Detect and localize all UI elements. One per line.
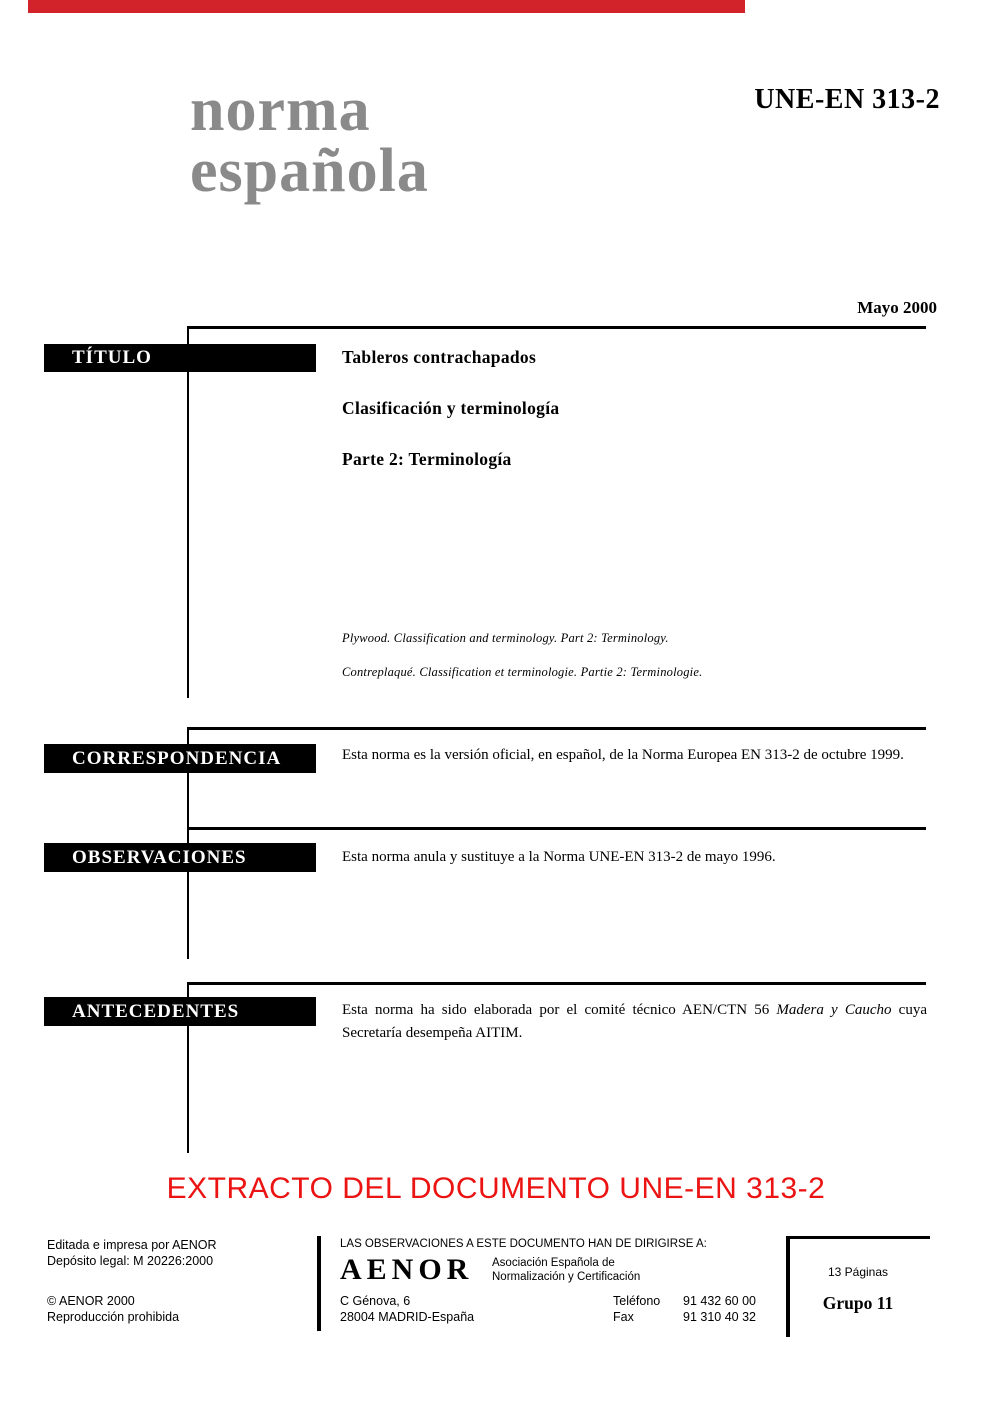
footer-edited-line2: Depósito legal: M 20226:2000 [47,1254,214,1268]
footer-copyright-line1: © AENOR 2000 [47,1294,135,1308]
footer-divider-bar [317,1236,321,1331]
group-box-left-border [786,1236,790,1337]
observaciones-top-rule [187,827,926,830]
footer-org-line1: Asociación Española de [492,1257,615,1269]
document-date: Mayo 2000 [857,298,937,317]
antecedentes-text-before: Esta norma ha sido elaborada por el comité técnico AEN/CTN 56 [342,1002,777,1018]
footer-copyright-line2: Reproducción prohibida [47,1310,180,1324]
title-line-1: Tableros contrachapados [342,347,537,367]
antecedentes-top-rule [187,982,926,985]
brand-norma-espanola [190,76,429,205]
aenor-logo: AENOR [340,1253,474,1286]
group-number: Grupo 11 [822,1293,894,1313]
observaciones-text: Esta norma anula y sustituye a la Norma UNE-EN 313-2 de mayo 1996. [342,849,776,865]
antecedentes-text [342,999,927,1045]
page-count: 13 Páginas [827,1265,889,1279]
footer-phone-label: Teléfono [613,1294,661,1308]
antecedentes-label-bar: ANTECEDENTES [44,997,316,1026]
brand-line-espanola: española [190,137,429,205]
antecedentes-text-italic: Madera y Caucho [776,1002,892,1018]
top-red-accent-bar [28,0,745,13]
title-translation-french: Contreplaqué. Classification et terminologie. Partie 2: Terminologie. [342,665,703,679]
correspondencia-top-rule [187,727,926,730]
footer-address-line1: C Génova, 6 [340,1294,411,1308]
footer-phone-number: 91 432 60 00 [683,1294,756,1308]
footer-org-line2: Normalización y Certificación [492,1271,641,1283]
observaciones-label-bar: OBSERVACIONES [44,843,316,872]
correspondencia-text: Esta norma es la versión oficial, en español, de la Norma Europea EN 313-2 de octubre 1999. [342,747,904,763]
group-box-top-border [786,1236,930,1239]
titulo-top-rule [187,326,926,329]
footer-edited-line1: Editada e impresa por AENOR [47,1238,217,1252]
correspondencia-label-bar: CORRESPONDENCIA [44,744,316,773]
footer-fax-label: Fax [613,1310,634,1324]
footer-notice: LAS OBSERVACIONES A ESTE DOCUMENTO HAN DE DIRIGIRSE A: [340,1238,707,1250]
title-line-3: Parte 2: Terminología [342,449,512,469]
antecedentes-text-after: cuya Secretaría desempeña AITIM. [342,1002,927,1041]
footer-address-line2: 28004 MADRID-España [340,1310,475,1324]
footer-fax-number: 91 310 40 32 [683,1310,756,1324]
title-translation-english: Plywood. Classification and terminology. Part 2: Terminology. [342,631,669,645]
titulo-label-bar: TÍTULO [44,344,316,372]
document-code: UNE-EN 313-2 [754,84,940,115]
brand-line-norma: norma [190,76,371,144]
titulo-vertical-line [187,326,189,698]
extract-banner: EXTRACTO DEL DOCUMENTO UNE-EN 313-2 [166,1172,826,1205]
title-line-2: Clasificación y terminología [342,398,560,418]
